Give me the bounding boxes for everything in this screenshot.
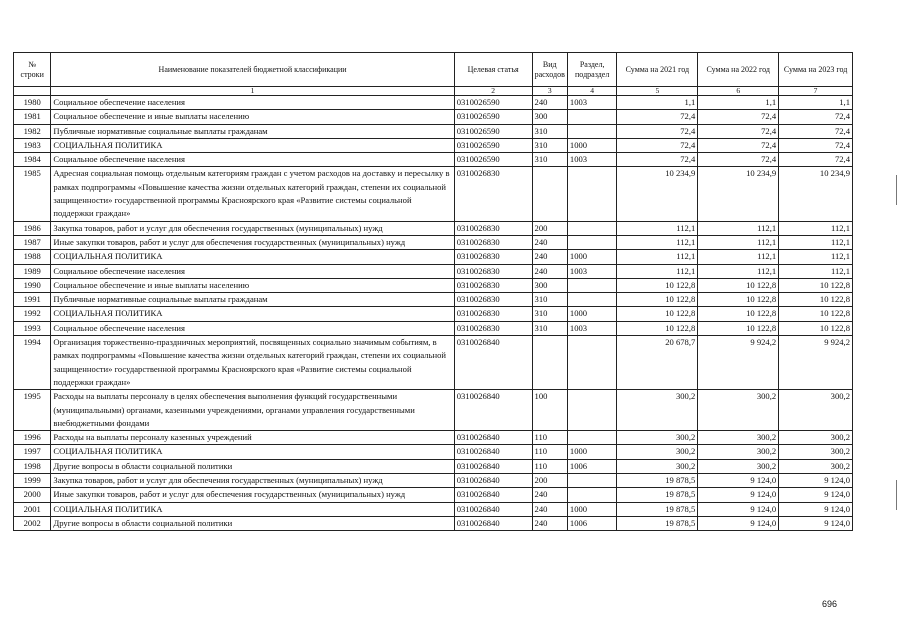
sum-2021-cell: 72,4 bbox=[617, 153, 698, 167]
column-number: 5 bbox=[617, 87, 698, 96]
sum-2021-cell: 300,2 bbox=[617, 459, 698, 473]
sum-2022-cell: 9 124,0 bbox=[698, 474, 779, 488]
section-code-cell: 1000 bbox=[567, 250, 617, 264]
sum-2022-cell: 112,1 bbox=[698, 250, 779, 264]
sum-2021-cell: 112,1 bbox=[617, 264, 698, 278]
sum-2021-cell: 10 122,8 bbox=[617, 321, 698, 335]
expense-type-cell bbox=[532, 167, 567, 221]
sum-2023-cell: 112,1 bbox=[779, 250, 853, 264]
section-code-cell bbox=[567, 235, 617, 249]
sum-2023-cell: 300,2 bbox=[779, 459, 853, 473]
table-row bbox=[14, 264, 853, 278]
indicator-name-cell: СОЦИАЛЬНАЯ ПОЛИТИКА bbox=[51, 138, 454, 152]
sum-2023-cell: 9 124,0 bbox=[779, 474, 853, 488]
target-article-cell: 0310026840 bbox=[454, 488, 532, 502]
target-article-cell: 0310026830 bbox=[454, 221, 532, 235]
header-target-article: Целевая статья bbox=[454, 53, 532, 87]
sum-2023-cell: 10 122,8 bbox=[779, 307, 853, 321]
table-header bbox=[14, 53, 853, 96]
expense-type-cell: 240 bbox=[532, 488, 567, 502]
target-article-cell: 0310026830 bbox=[454, 293, 532, 307]
target-article-cell: 0310026830 bbox=[454, 167, 532, 221]
indicator-name-cell: СОЦИАЛЬНАЯ ПОЛИТИКА bbox=[51, 502, 454, 516]
sum-2023-cell: 9 124,0 bbox=[779, 488, 853, 502]
sum-2023-cell: 9 124,0 bbox=[779, 502, 853, 516]
indicator-name-cell: Другие вопросы в области социальной политики bbox=[51, 516, 454, 530]
sum-2022-cell: 10 122,8 bbox=[698, 321, 779, 335]
section-code-cell bbox=[567, 110, 617, 124]
row-number-cell: 1989 bbox=[14, 264, 51, 278]
sum-2021-cell: 10 122,8 bbox=[617, 293, 698, 307]
row-number-cell: 1986 bbox=[14, 221, 51, 235]
sum-2021-cell: 300,2 bbox=[617, 390, 698, 431]
expense-type-cell: 240 bbox=[532, 264, 567, 278]
row-number-cell: 1992 bbox=[14, 307, 51, 321]
row-number-cell: 1990 bbox=[14, 278, 51, 292]
sum-2021-cell: 1,1 bbox=[617, 96, 698, 110]
budget-table bbox=[13, 52, 853, 531]
indicator-name-cell: Расходы на выплаты персоналу в целях обеспечения выполнения функций государственными (муниципальными) органами, казенными учреждениями, органами управления государственными внебюджетными фондами bbox=[51, 390, 454, 431]
indicator-name-cell: Публичные нормативные социальные выплаты гражданам bbox=[51, 293, 454, 307]
header-sum-2023: Сумма на 2023 год bbox=[779, 53, 853, 87]
sum-2023-cell: 10 122,8 bbox=[779, 321, 853, 335]
target-article-cell: 0310026840 bbox=[454, 431, 532, 445]
sum-2021-cell: 112,1 bbox=[617, 221, 698, 235]
target-article-cell: 0310026590 bbox=[454, 110, 532, 124]
row-number-cell: 1982 bbox=[14, 124, 51, 138]
expense-type-cell: 310 bbox=[532, 138, 567, 152]
section-code-cell bbox=[567, 390, 617, 431]
section-code-cell: 1006 bbox=[567, 459, 617, 473]
section-code-cell bbox=[567, 167, 617, 221]
section-code-cell: 1000 bbox=[567, 445, 617, 459]
target-article-cell: 0310026590 bbox=[454, 153, 532, 167]
expense-type-cell: 110 bbox=[532, 445, 567, 459]
section-code-cell bbox=[567, 124, 617, 138]
sum-2022-cell: 300,2 bbox=[698, 431, 779, 445]
table-row bbox=[14, 321, 853, 335]
section-code-cell bbox=[567, 336, 617, 390]
sum-2021-cell: 112,1 bbox=[617, 235, 698, 249]
sum-2021-cell: 19 878,5 bbox=[617, 474, 698, 488]
table-row bbox=[14, 431, 853, 445]
section-code-cell: 1003 bbox=[567, 96, 617, 110]
sum-2021-cell: 72,4 bbox=[617, 110, 698, 124]
sum-2021-cell: 19 878,5 bbox=[617, 516, 698, 530]
section-code-cell: 1003 bbox=[567, 321, 617, 335]
sum-2022-cell: 112,1 bbox=[698, 235, 779, 249]
sum-2023-cell: 72,4 bbox=[779, 138, 853, 152]
indicator-name-cell: Социальное обеспечение населения bbox=[51, 264, 454, 278]
indicator-name-cell: Закупка товаров, работ и услуг для обеспечения государственных (муниципальных) нужд bbox=[51, 474, 454, 488]
sum-2023-cell: 112,1 bbox=[779, 264, 853, 278]
section-code-cell bbox=[567, 278, 617, 292]
expense-type-cell: 310 bbox=[532, 307, 567, 321]
column-numbering-row bbox=[14, 87, 853, 96]
section-code-cell bbox=[567, 221, 617, 235]
sum-2022-cell: 10 234,9 bbox=[698, 167, 779, 221]
expense-type-cell: 240 bbox=[532, 502, 567, 516]
sum-2022-cell: 1,1 bbox=[698, 96, 779, 110]
indicator-name-cell: СОЦИАЛЬНАЯ ПОЛИТИКА bbox=[51, 445, 454, 459]
scan-edge-mark bbox=[896, 480, 897, 510]
column-number: 3 bbox=[532, 87, 567, 96]
table-row bbox=[14, 336, 853, 390]
column-number: 4 bbox=[567, 87, 617, 96]
sum-2022-cell: 72,4 bbox=[698, 153, 779, 167]
table-row bbox=[14, 307, 853, 321]
table-row bbox=[14, 502, 853, 516]
expense-type-cell: 200 bbox=[532, 474, 567, 488]
sum-2022-cell: 300,2 bbox=[698, 459, 779, 473]
sum-2021-cell: 10 234,9 bbox=[617, 167, 698, 221]
target-article-cell: 0310026830 bbox=[454, 278, 532, 292]
expense-type-cell: 240 bbox=[532, 516, 567, 530]
table-row bbox=[14, 516, 853, 530]
table-row bbox=[14, 124, 853, 138]
sum-2023-cell: 9 924,2 bbox=[779, 336, 853, 390]
row-number-cell: 1980 bbox=[14, 96, 51, 110]
expense-type-cell: 300 bbox=[532, 278, 567, 292]
sum-2022-cell: 112,1 bbox=[698, 264, 779, 278]
sum-2023-cell: 300,2 bbox=[779, 431, 853, 445]
row-number-cell: 2000 bbox=[14, 488, 51, 502]
indicator-name-cell: Закупка товаров, работ и услуг для обеспечения государственных (муниципальных) нужд bbox=[51, 221, 454, 235]
indicator-name-cell: Другие вопросы в области социальной политики bbox=[51, 459, 454, 473]
target-article-cell: 0310026840 bbox=[454, 516, 532, 530]
sum-2022-cell: 10 122,8 bbox=[698, 307, 779, 321]
table-row bbox=[14, 445, 853, 459]
expense-type-cell: 240 bbox=[532, 235, 567, 249]
indicator-name-cell: Социальное обеспечение и иные выплаты населению bbox=[51, 110, 454, 124]
row-number-cell: 1983 bbox=[14, 138, 51, 152]
sum-2021-cell: 72,4 bbox=[617, 124, 698, 138]
target-article-cell: 0310026840 bbox=[454, 502, 532, 516]
section-code-cell bbox=[567, 293, 617, 307]
sum-2022-cell: 72,4 bbox=[698, 124, 779, 138]
indicator-name-cell: Адресная социальная помощь отдельным категориям граждан с учетом расходов на доставку и пересылку в рамках подпрограммы «Повышение качества жизни отдельных категорий граждан, степени их социальной защищенности» государственной программы Красноярского края «Развитие системы социальной поддержки граждан» bbox=[51, 167, 454, 221]
expense-type-cell bbox=[532, 336, 567, 390]
row-number-cell: 1981 bbox=[14, 110, 51, 124]
indicator-name-cell: Социальное обеспечение и иные выплаты населению bbox=[51, 278, 454, 292]
expense-type-cell: 110 bbox=[532, 431, 567, 445]
table-row bbox=[14, 488, 853, 502]
sum-2022-cell: 10 122,8 bbox=[698, 293, 779, 307]
expense-type-cell: 310 bbox=[532, 321, 567, 335]
sum-2021-cell: 19 878,5 bbox=[617, 488, 698, 502]
indicator-name-cell: Публичные нормативные социальные выплаты гражданам bbox=[51, 124, 454, 138]
sum-2023-cell: 10 234,9 bbox=[779, 167, 853, 221]
table-row bbox=[14, 221, 853, 235]
target-article-cell: 0310026840 bbox=[454, 390, 532, 431]
column-number: 1 bbox=[51, 87, 454, 96]
row-number-cell: 1988 bbox=[14, 250, 51, 264]
sum-2022-cell: 10 122,8 bbox=[698, 278, 779, 292]
expense-type-cell: 300 bbox=[532, 110, 567, 124]
sum-2023-cell: 10 122,8 bbox=[779, 278, 853, 292]
sum-2021-cell: 300,2 bbox=[617, 431, 698, 445]
expense-type-cell: 100 bbox=[532, 390, 567, 431]
indicator-name-cell: Социальное обеспечение населения bbox=[51, 153, 454, 167]
header-expense-type: Вид расходов bbox=[532, 53, 567, 87]
target-article-cell: 0310026840 bbox=[454, 336, 532, 390]
section-code-cell: 1003 bbox=[567, 264, 617, 278]
expense-type-cell: 110 bbox=[532, 459, 567, 473]
sum-2021-cell: 10 122,8 bbox=[617, 307, 698, 321]
column-number-empty bbox=[14, 87, 51, 96]
section-code-cell: 1003 bbox=[567, 153, 617, 167]
sum-2023-cell: 300,2 bbox=[779, 390, 853, 431]
target-article-cell: 0310026830 bbox=[454, 307, 532, 321]
header-row-number: № строки bbox=[14, 53, 51, 87]
target-article-cell: 0310026840 bbox=[454, 459, 532, 473]
sum-2021-cell: 20 678,7 bbox=[617, 336, 698, 390]
target-article-cell: 0310026830 bbox=[454, 321, 532, 335]
sum-2021-cell: 112,1 bbox=[617, 250, 698, 264]
header-sum-2022: Сумма на 2022 год bbox=[698, 53, 779, 87]
indicator-name-cell: Расходы на выплаты персоналу казенных учреждений bbox=[51, 431, 454, 445]
table-row bbox=[14, 278, 853, 292]
target-article-cell: 0310026590 bbox=[454, 96, 532, 110]
section-code-cell: 1000 bbox=[567, 307, 617, 321]
indicator-name-cell: Социальное обеспечение населения bbox=[51, 96, 454, 110]
row-number-cell: 1996 bbox=[14, 431, 51, 445]
table-row bbox=[14, 153, 853, 167]
table-row bbox=[14, 250, 853, 264]
header-sum-2021: Сумма на 2021 год bbox=[617, 53, 698, 87]
target-article-cell: 0310026590 bbox=[454, 124, 532, 138]
row-number-cell: 1987 bbox=[14, 235, 51, 249]
sum-2023-cell: 9 124,0 bbox=[779, 516, 853, 530]
row-number-cell: 1993 bbox=[14, 321, 51, 335]
expense-type-cell: 200 bbox=[532, 221, 567, 235]
row-number-cell: 1984 bbox=[14, 153, 51, 167]
sum-2021-cell: 10 122,8 bbox=[617, 278, 698, 292]
expense-type-cell: 310 bbox=[532, 293, 567, 307]
expense-type-cell: 240 bbox=[532, 250, 567, 264]
table-row bbox=[14, 96, 853, 110]
sum-2022-cell: 9 124,0 bbox=[698, 502, 779, 516]
row-number-cell: 1997 bbox=[14, 445, 51, 459]
sum-2023-cell: 72,4 bbox=[779, 153, 853, 167]
section-code-cell bbox=[567, 474, 617, 488]
sum-2023-cell: 10 122,8 bbox=[779, 293, 853, 307]
table-row bbox=[14, 293, 853, 307]
sum-2023-cell: 1,1 bbox=[779, 96, 853, 110]
sum-2022-cell: 9 124,0 bbox=[698, 488, 779, 502]
table-row bbox=[14, 390, 853, 431]
target-article-cell: 0310026830 bbox=[454, 250, 532, 264]
target-article-cell: 0310026840 bbox=[454, 445, 532, 459]
table-body bbox=[14, 96, 853, 531]
header-indicator-name: Наименование показателей бюджетной классификации bbox=[51, 53, 454, 87]
table-row bbox=[14, 235, 853, 249]
sum-2022-cell: 9 924,2 bbox=[698, 336, 779, 390]
row-number-cell: 1999 bbox=[14, 474, 51, 488]
table-row bbox=[14, 459, 853, 473]
sum-2021-cell: 72,4 bbox=[617, 138, 698, 152]
sum-2023-cell: 72,4 bbox=[779, 124, 853, 138]
row-number-cell: 1995 bbox=[14, 390, 51, 431]
sum-2022-cell: 300,2 bbox=[698, 390, 779, 431]
row-number-cell: 1994 bbox=[14, 336, 51, 390]
header-section: Раздел, подраздел bbox=[567, 53, 617, 87]
sum-2022-cell: 112,1 bbox=[698, 221, 779, 235]
table-row bbox=[14, 167, 853, 221]
target-article-cell: 0310026830 bbox=[454, 235, 532, 249]
indicator-name-cell: Организация торжественно-праздничных мероприятий, посвященных социально значимым событиям, в рамках подпрограммы «Повышение качества жизни отдельных категорий граждан, степени их социальной защищенности» государственной программы Красноярского края «Развитие системы социальной поддержки граждан» bbox=[51, 336, 454, 390]
sum-2023-cell: 300,2 bbox=[779, 445, 853, 459]
indicator-name-cell: СОЦИАЛЬНАЯ ПОЛИТИКА bbox=[51, 250, 454, 264]
sum-2022-cell: 72,4 bbox=[698, 110, 779, 124]
expense-type-cell: 310 bbox=[532, 153, 567, 167]
page-number: 696 bbox=[822, 599, 838, 609]
table-row bbox=[14, 110, 853, 124]
sum-2023-cell: 72,4 bbox=[779, 110, 853, 124]
table-row bbox=[14, 138, 853, 152]
sum-2022-cell: 72,4 bbox=[698, 138, 779, 152]
column-number: 7 bbox=[779, 87, 853, 96]
target-article-cell: 0310026590 bbox=[454, 138, 532, 152]
target-article-cell: 0310026840 bbox=[454, 474, 532, 488]
table-row bbox=[14, 474, 853, 488]
column-number: 2 bbox=[454, 87, 532, 96]
indicator-name-cell: Социальное обеспечение населения bbox=[51, 321, 454, 335]
sum-2021-cell: 19 878,5 bbox=[617, 502, 698, 516]
section-code-cell bbox=[567, 431, 617, 445]
row-number-cell: 1998 bbox=[14, 459, 51, 473]
row-number-cell: 1991 bbox=[14, 293, 51, 307]
scan-edge-mark bbox=[896, 175, 897, 205]
sum-2021-cell: 300,2 bbox=[617, 445, 698, 459]
indicator-name-cell: Иные закупки товаров, работ и услуг для обеспечения государственных (муниципальных) нужд bbox=[51, 235, 454, 249]
row-number-cell: 1985 bbox=[14, 167, 51, 221]
target-article-cell: 0310026830 bbox=[454, 264, 532, 278]
sum-2023-cell: 112,1 bbox=[779, 235, 853, 249]
sum-2023-cell: 112,1 bbox=[779, 221, 853, 235]
section-code-cell: 1006 bbox=[567, 516, 617, 530]
row-number-cell: 2001 bbox=[14, 502, 51, 516]
sum-2022-cell: 300,2 bbox=[698, 445, 779, 459]
expense-type-cell: 310 bbox=[532, 124, 567, 138]
sum-2022-cell: 9 124,0 bbox=[698, 516, 779, 530]
column-number: 6 bbox=[698, 87, 779, 96]
row-number-cell: 2002 bbox=[14, 516, 51, 530]
section-code-cell: 1000 bbox=[567, 138, 617, 152]
indicator-name-cell: Иные закупки товаров, работ и услуг для обеспечения государственных (муниципальных) нужд bbox=[51, 488, 454, 502]
indicator-name-cell: СОЦИАЛЬНАЯ ПОЛИТИКА bbox=[51, 307, 454, 321]
section-code-cell bbox=[567, 488, 617, 502]
section-code-cell: 1000 bbox=[567, 502, 617, 516]
expense-type-cell: 240 bbox=[532, 96, 567, 110]
